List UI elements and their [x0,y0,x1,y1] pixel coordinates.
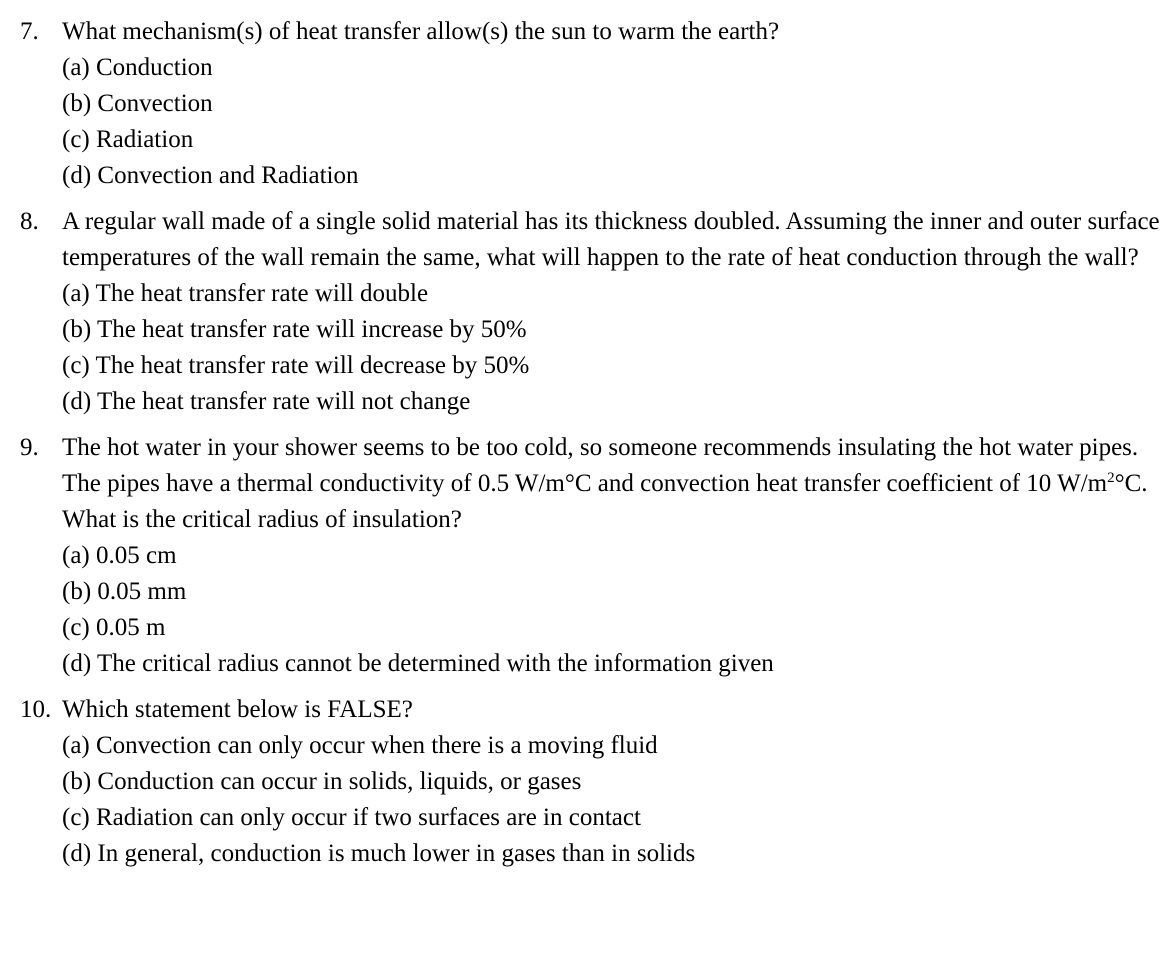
question-text: A regular wall made of a single solid material has its thickness doubled. Assuming the inner and outer surface temperatures of the wall remain the same, what will happen to the rate of heat conduction through the wall? [62,208,1160,271]
answer-option-d: (d) The heat transfer rate will not change [62,388,471,415]
answer-option-b: (b) Convection [62,90,213,117]
answer-option-a: (a) 0.05 cm [62,542,177,569]
answer-option-c: (c) Radiation can only occur if two surfaces are in contact [62,804,641,831]
answer-option-c: (c) 0.05 m [62,614,166,641]
question-text: Which statement below is FALSE? [62,696,413,723]
question-text [62,430,1162,538]
question-text: What mechanism(s) of heat transfer allow(s) the sun to warm the earth? [62,18,780,45]
answer-option-b: (b) The heat transfer rate will increase by 50% [62,316,527,343]
answer-option-a: (a) Convection can only occur when there is a moving fluid [62,732,658,759]
question-number: 10. [20,696,52,723]
superscript-exponent: 2 [1107,470,1115,486]
answer-options [62,276,1166,420]
question-text-end: °C. What is the critical radius of insulation? [62,470,1148,533]
question-document [0,14,1166,882]
answer-option-b: (b) 0.05 mm [62,578,187,605]
question-9 [0,430,1166,682]
answer-option-d: (d) In general, conduction is much lower in gases than in solids [62,840,696,867]
answer-option-a: (a) The heat transfer rate will double [62,280,429,307]
answer-options [62,728,1166,872]
question-text-main: The hot water in your shower seems to be too cold, so someone recommends insulating the hot water pipes. The pipes have a thermal conductivity of 0.5 W/m°C and convection heat transfer coefficient of 10 W/m [62,434,1139,497]
answer-option-a: (a) Conduction [62,54,213,81]
answer-option-c: (c) Radiation [62,126,194,153]
answer-option-d: (d) The critical radius cannot be determined with the information given [62,650,774,677]
question-number: 8. [20,208,39,235]
question-10 [0,692,1166,872]
answer-option-c: (c) The heat transfer rate will decrease by 50% [62,352,530,379]
answer-options [62,538,1166,682]
answer-options [62,50,1166,194]
question-number: 7. [20,18,39,45]
question-8 [0,204,1166,420]
question-7 [0,14,1166,194]
answer-option-b: (b) Conduction can occur in solids, liquids, or gases [62,768,582,795]
answer-option-d: (d) Convection and Radiation [62,162,359,189]
question-number: 9. [20,434,39,461]
